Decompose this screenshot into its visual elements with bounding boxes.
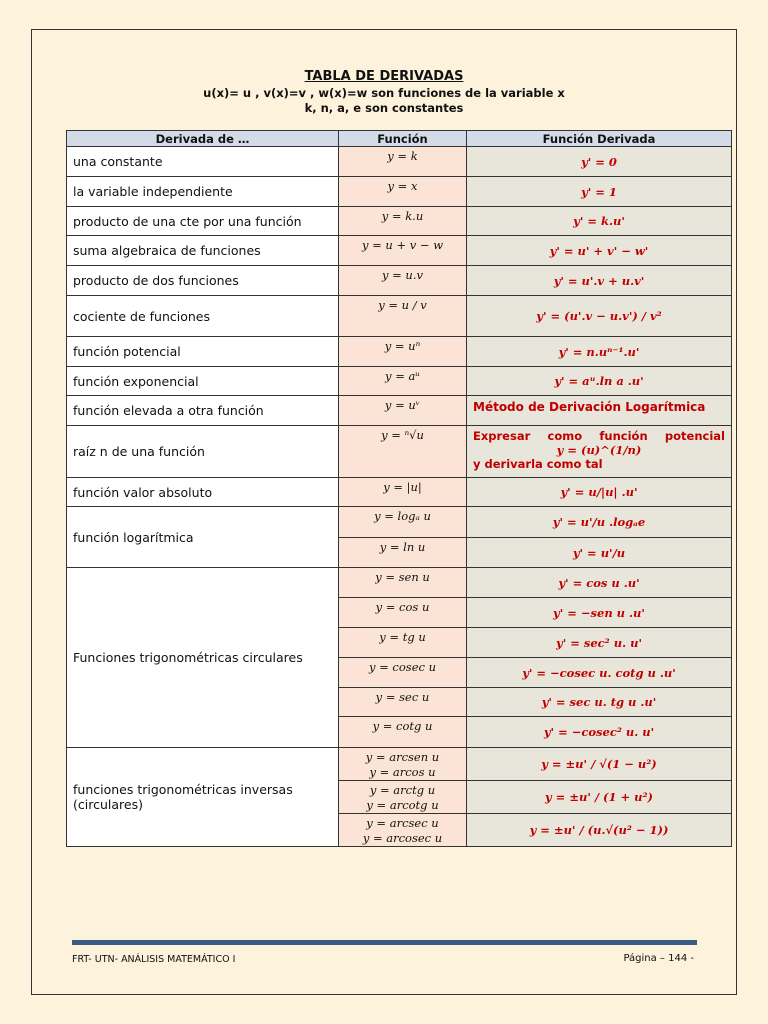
- row-derivative: y' = (u'.v − u.v') / v²: [467, 296, 732, 337]
- function-line: y = arcsec u: [366, 816, 439, 830]
- row-derivative: y = ±u' / (u.√(u² − 1)): [467, 814, 732, 847]
- subtitle-constants: k, n, a, e son constantes: [304, 101, 464, 115]
- row-function: y = cos u: [339, 598, 467, 628]
- row-derivative: y = ±u' / (1 + u²): [467, 781, 732, 814]
- row-desc: función logarítmica: [67, 507, 339, 568]
- row-function: y = tg u: [339, 628, 467, 658]
- table-row: [67, 507, 732, 538]
- subtitle-variables: u(x)= u , v(x)=v , w(x)=w son funciones de la variable x: [203, 86, 565, 100]
- row-function: y = ln u: [339, 538, 467, 568]
- table-row: [67, 426, 732, 478]
- row-derivative: y' = 1: [467, 177, 732, 207]
- row-derivative: y' = u' + v' − w': [467, 236, 732, 266]
- row-desc: función exponencial: [67, 367, 339, 396]
- row-function: y = u.v: [339, 266, 467, 296]
- row-derivative: y' = aᵘ.ln a .u': [467, 367, 732, 396]
- function-line: y = arcos u: [369, 765, 436, 779]
- row-derivative: y' = −sen u .u': [467, 598, 732, 628]
- table-row: [67, 177, 732, 207]
- row-desc: producto de dos funciones: [67, 266, 339, 296]
- row-function: y = uⁿ: [339, 337, 467, 367]
- function-line: y = arcotg u: [366, 798, 439, 812]
- row-derivative: y' = −cosec² u. u': [467, 717, 732, 748]
- header-derived-function: Función Derivada: [467, 131, 732, 147]
- row-derivative: y = ±u' / √(1 − u²): [467, 748, 732, 781]
- row-derivative: y' = u/|u| .u': [467, 478, 732, 507]
- row-function: [339, 748, 467, 781]
- row-function: [339, 781, 467, 814]
- table-header-row: [67, 131, 732, 147]
- table-row: [67, 748, 732, 781]
- row-function: y = |u|: [339, 478, 467, 507]
- page-number: Página – 144 -: [623, 953, 694, 964]
- row-desc: suma algebraica de funciones: [67, 236, 339, 266]
- row-function: y = u + v − w: [339, 236, 467, 266]
- derivative-line: y = (u)^(1/n): [556, 443, 642, 457]
- row-function: y = u / v: [339, 296, 467, 337]
- row-function: y = x: [339, 177, 467, 207]
- page-title: TABLA DE DERIVADAS: [304, 69, 464, 84]
- row-desc: una constante: [67, 147, 339, 177]
- row-derivative: y' = u'.v + u.v': [467, 266, 732, 296]
- row-derivative: y' = −cosec u. cotg u .u': [467, 658, 732, 688]
- row-function: y = k: [339, 147, 467, 177]
- header-derivative-of: Derivada de …: [67, 131, 339, 147]
- row-derivative: y' = n.uⁿ⁻¹.u': [467, 337, 732, 367]
- row-function: y = cotg u: [339, 717, 467, 748]
- table-row: [67, 478, 732, 507]
- row-derivative: y' = sec² u. u': [467, 628, 732, 658]
- row-function: y = sen u: [339, 568, 467, 598]
- table-row: [67, 207, 732, 236]
- row-function: y = cosec u: [339, 658, 467, 688]
- row-desc: Funciones trigonométricas circulares: [67, 568, 339, 748]
- row-desc: función potencial: [67, 337, 339, 367]
- row-derivative: [467, 426, 732, 478]
- row-derivative: y' = sec u. tg u .u': [467, 688, 732, 717]
- table-row: [67, 396, 732, 426]
- row-desc: la variable independiente: [67, 177, 339, 207]
- table-row: [67, 147, 732, 177]
- row-desc: raíz n de una función: [67, 426, 339, 478]
- row-desc: producto de una cte por una función: [67, 207, 339, 236]
- row-desc: cociente de funciones: [67, 296, 339, 337]
- table-row: [67, 266, 732, 296]
- function-line: y = arcsen u: [365, 750, 440, 764]
- row-function: y = uᵛ: [339, 396, 467, 426]
- table-row: [67, 568, 732, 598]
- row-derivative: y' = k.u': [467, 207, 732, 236]
- row-function: y = logₐ u: [339, 507, 467, 538]
- row-function: y = ⁿ√u: [339, 426, 467, 478]
- row-desc: función valor absoluto: [67, 478, 339, 507]
- table-row: [67, 296, 732, 337]
- row-desc: función elevada a otra función: [67, 396, 339, 426]
- footer-course: FRT- UTN- ANÁLISIS MATEMÁTICO I: [72, 954, 236, 965]
- row-derivative: y' = u'/u .logₐe: [467, 507, 732, 538]
- header-function: Función: [339, 131, 467, 147]
- table-row: [67, 236, 732, 266]
- table-row: [67, 337, 732, 367]
- row-derivative: y' = cos u .u': [467, 568, 732, 598]
- table-row: [67, 367, 732, 396]
- derivative-line: y derivarla como tal: [473, 457, 603, 471]
- row-derivative: y' = u'/u: [467, 538, 732, 568]
- row-function: [339, 814, 467, 847]
- footer-rule: [72, 940, 697, 945]
- derivatives-table: [66, 130, 732, 847]
- row-desc: funciones trigonométricas inversas (circulares): [67, 748, 339, 847]
- row-derivative: y' = 0: [467, 147, 732, 177]
- derivative-line: Expresar como función potencial: [473, 429, 725, 443]
- row-function: y = sec u: [339, 688, 467, 717]
- function-line: y = arcosec u: [362, 831, 443, 845]
- row-function: y = k.u: [339, 207, 467, 236]
- row-function: y = aᵘ: [339, 367, 467, 396]
- function-line: y = arctg u: [369, 783, 436, 797]
- row-derivative: Método de Derivación Logarítmica: [467, 396, 732, 426]
